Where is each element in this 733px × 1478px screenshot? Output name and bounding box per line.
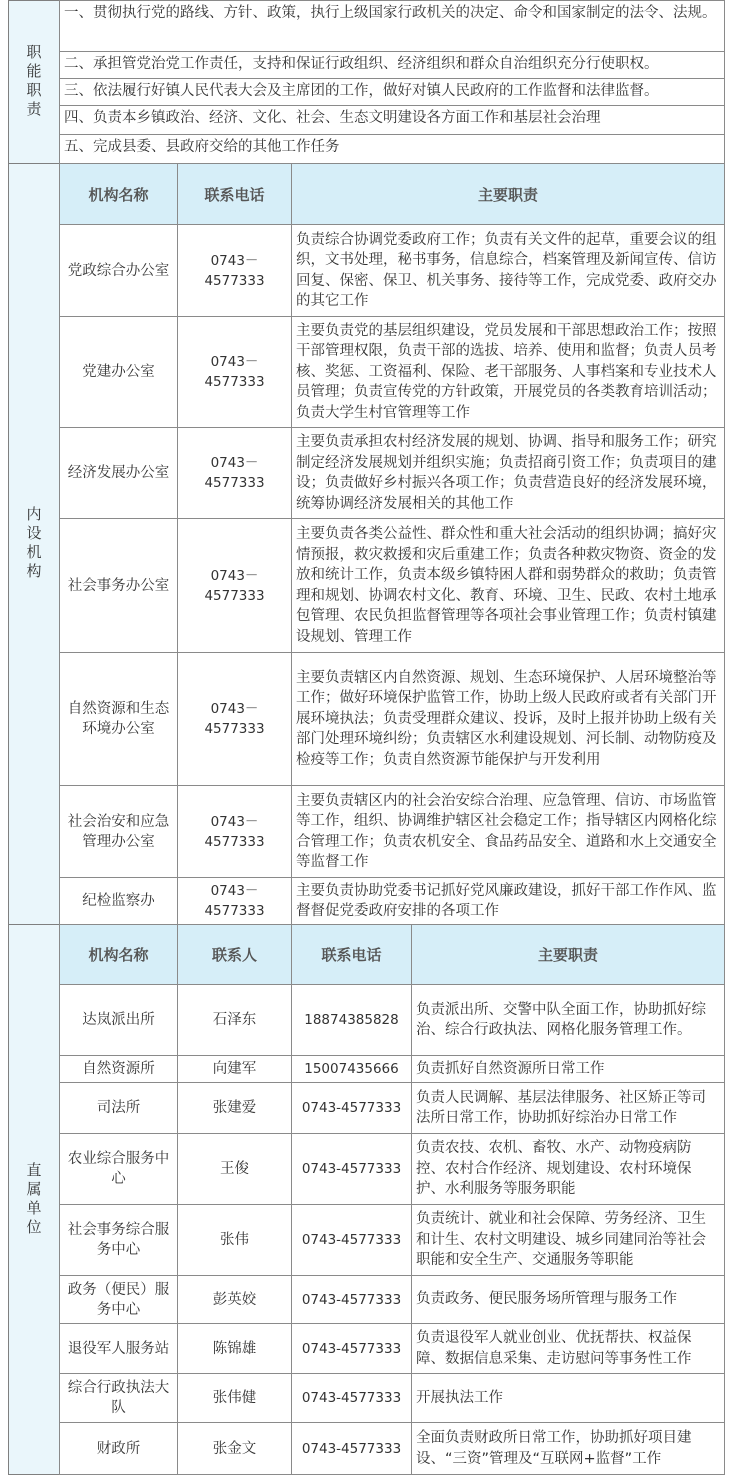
direct-row-4-contact: 王俊 — [177, 1133, 292, 1205]
direct-row-9-phone: 0743-4577333 — [291, 1422, 412, 1475]
internal-header-name: 机构名称 — [59, 163, 178, 225]
direct-row-7-phone: 0743-4577333 — [291, 1323, 412, 1374]
internal-row-3-name: 经济发展办公室 — [59, 427, 178, 519]
direct-header-name: 机构名称 — [59, 924, 178, 985]
direct-row-3-phone: 0743-4577333 — [291, 1082, 412, 1134]
internal-row-2-phone: 0743－4577333 — [177, 316, 292, 428]
direct-row-8-phone: 0743-4577333 — [291, 1373, 412, 1423]
direct-header-phone: 联系电话 — [291, 924, 412, 985]
direct-row-3-contact: 张建爱 — [177, 1082, 292, 1134]
direct-row-2-contact: 向建军 — [177, 1055, 292, 1083]
internal-row-4-duty: 主要负责各类公益性、群众性和重大社会活动的组织协调；搞好灾情预报，救灾救援和灾后重建工作；负责各种救灾物资、资金的发放和统计工作，负责本级乡镇特困人群和弱势群众的救助；负责管理和规划、协调农村文化、教育、环境、卫生、民政、农村土地承包管理、农民负担监督管理等各项社会事业管理工作；负责村镇建设规划、管理工作 — [291, 518, 725, 653]
internal-row-3-phone: 0743－4577333 — [177, 427, 292, 519]
internal-row-2-duty: 主要负责党的基层组织建设，党员发展和干部思想政治工作；按照干部管理权限，负责干部的选拔、培养、使用和监督；负责人员考核、奖惩、工资福利、保险、老干部服务、人事档案和专业技术人员管理；负责宣传党的方针政策，开展党员的各类教育培训活动；负责大学生村官管理等工作 — [291, 316, 725, 428]
direct-row-7-name: 退役军人服务站 — [59, 1323, 178, 1374]
function-item-2: 二、承担管党治党工作责任，支持和保证行政组织、经济组织和群众自治组织充分行使职权。 — [59, 51, 725, 79]
direct-row-9-contact: 张金文 — [177, 1422, 292, 1475]
direct-row-9-duty: 全面负责财政所日常工作，协助抓好项目建设、“三资”管理及“互联网+监督”工作 — [411, 1422, 725, 1475]
internal-row-5-name: 自然资源和生态环境办公室 — [59, 652, 178, 786]
category-direct-label: 直属单位 — [24, 1161, 43, 1238]
direct-row-2-phone: 15007435666 — [291, 1055, 412, 1083]
direct-row-1-contact: 石泽东 — [177, 984, 292, 1056]
direct-row-7-duty: 负责退役军人就业创业、优抚帮扶、权益保障、数据信息采集、走访慰问等事务性工作 — [411, 1323, 725, 1374]
direct-row-5-phone: 0743-4577333 — [291, 1204, 412, 1276]
internal-row-7-name: 纪检监察办 — [59, 877, 178, 925]
direct-header-contact: 联系人 — [177, 924, 292, 985]
internal-row-2-name: 党建办公室 — [59, 316, 178, 428]
direct-row-2-duty: 负责抓好自然资源所日常工作 — [411, 1055, 725, 1083]
direct-row-2-name: 自然资源所 — [59, 1055, 178, 1083]
internal-row-3-duty: 主要负责承担农村经济发展的规划、协调、指导和服务工作；研究制定经济发展规划并组织实施；负责招商引资工作；负责项目的建设；负责做好乡村振兴各项工作；负责营造良好的经济发展环境，统筹协调经济发展相关的其他工作 — [291, 427, 725, 519]
direct-header-duty: 主要职责 — [411, 924, 725, 985]
direct-row-1-name: 达岚派出所 — [59, 984, 178, 1056]
function-item-5: 五、完成县委、县政府交给的其他工作任务 — [59, 134, 725, 164]
direct-row-5-name: 社会事务综合服务中心 — [59, 1204, 178, 1276]
direct-row-4-name: 农业综合服务中心 — [59, 1133, 178, 1205]
direct-row-8-name: 综合行政执法大队 — [59, 1373, 178, 1423]
direct-row-5-contact: 张伟 — [177, 1204, 292, 1276]
internal-row-6-phone: 0743－4577333 — [177, 785, 292, 878]
function-item-1: 一、贯彻执行党的路线、方针、政策，执行上级国家行政机关的决定、命令和国家制定的法令、法规。 — [59, 0, 725, 52]
direct-row-4-phone: 0743-4577333 — [291, 1133, 412, 1205]
category-functions-label: 职能职责 — [24, 44, 43, 120]
internal-header-duty: 主要职责 — [291, 163, 725, 225]
internal-row-1-duty: 负责综合协调党委政府工作；负责有关文件的起草，重要会议的组织，文书处理，秘书事务，信息综合，档案管理及新闻宣传、信访回复、保密、保卫、机关事务、接待等工作，完成党委、政府交办的其它工作 — [291, 224, 725, 317]
direct-row-4-duty: 负责农技、农机、畜牧、水产、动物疫病防控、农村合作经济、规划建设、农村环境保护、水利服务等服务职能 — [411, 1133, 725, 1205]
internal-row-7-phone: 0743－4577333 — [177, 877, 292, 925]
category-functions — [8, 0, 60, 164]
internal-row-7-duty: 主要负责协助党委书记抓好党风廉政建设，抓好干部工作作风、监督督促党委政府安排的各项工作 — [291, 877, 725, 925]
direct-row-5-duty: 负责统计、就业和社会保障、劳务经济、卫生和计生、农村文明建设、城乡同建同治等社会职能和安全生产、交通服务等职能 — [411, 1204, 725, 1276]
direct-row-1-phone: 18874385828 — [291, 984, 412, 1056]
direct-row-3-duty: 负责人民调解、基层法律服务、社区矫正等司法所日常工作，协助抓好综治办日常工作 — [411, 1082, 725, 1134]
direct-row-1-duty: 负责派出所、交警中队全面工作，协助抓好综治、综合行政执法、网格化服务管理工作。 — [411, 984, 725, 1056]
direct-row-6-name: 政务（便民）服务中心 — [59, 1275, 178, 1324]
direct-row-3-name: 司法所 — [59, 1082, 178, 1134]
direct-row-9-name: 财政所 — [59, 1422, 178, 1475]
category-internal-label: 内设机构 — [24, 506, 43, 582]
function-item-4: 四、负责本乡镇政治、经济、文化、社会、生态文明建设各方面工作和基层社会治理 — [59, 105, 725, 135]
direct-row-8-contact: 张伟健 — [177, 1373, 292, 1423]
internal-row-1-phone: 0743－4577333 — [177, 224, 292, 317]
category-internal — [8, 163, 60, 925]
category-direct — [8, 924, 60, 1475]
internal-header-phone: 联系电话 — [177, 163, 292, 225]
internal-row-6-name: 社会治安和应急管理办公室 — [59, 785, 178, 878]
direct-row-6-phone: 0743-4577333 — [291, 1275, 412, 1324]
internal-row-5-phone: 0743－4577333 — [177, 652, 292, 786]
internal-row-1-name: 党政综合办公室 — [59, 224, 178, 317]
direct-row-7-contact: 陈锦雄 — [177, 1323, 292, 1374]
internal-row-4-name: 社会事务办公室 — [59, 518, 178, 653]
internal-row-4-phone: 0743－4577333 — [177, 518, 292, 653]
direct-row-6-duty: 负责政务、便民服务场所管理与服务工作 — [411, 1275, 725, 1324]
internal-row-6-duty: 主要负责辖区内的社会治安综合治理、应急管理、信访、市场监管等工作，组织、协调维护辖区社会稳定工作；指导辖区内网格化综合管理工作；负责农机安全、食品药品安全、道路和水上交通安全等监督工作 — [291, 785, 725, 878]
direct-row-8-duty: 开展执法工作 — [411, 1373, 725, 1423]
direct-row-6-contact: 彭英姣 — [177, 1275, 292, 1324]
internal-row-5-duty: 主要负责辖区内自然资源、规划、生态环境保护、人居环境整治等工作；做好环境保护监管工作，协助上级人民政府或者有关部门开展环境执法；负责受理群众建议、投诉，及时上报并协助上级有关部门处理环境纠纷；负责辖区水利建设规划、河长制、动物防疫及检疫等工作；负责自然资源节能保护与开发利用 — [291, 652, 725, 786]
function-item-3: 三、依法履行好镇人民代表大会及主席团的工作，做好对镇人民政府的工作监督和法律监督。 — [59, 78, 725, 106]
